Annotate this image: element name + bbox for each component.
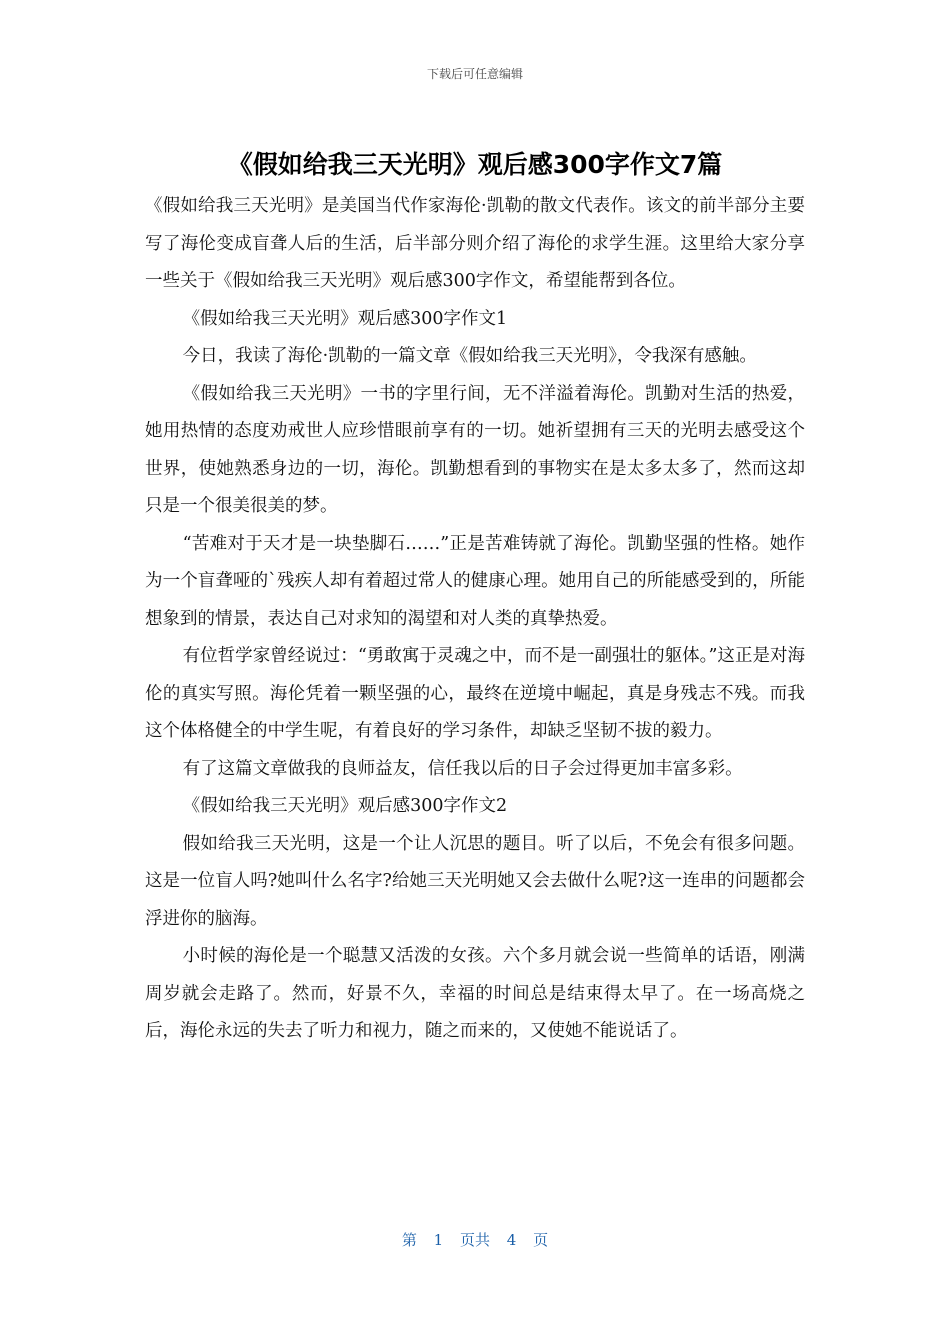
- page-footer: [0, 1230, 950, 1250]
- intro-paragraph: 《假如给我三天光明》是美国当代作家海伦·凯勒的散文代表作。该文的前半部分主要写了海伦变成盲聋人后的生活，后半部分则介绍了海伦的求学生涯。这里给大家分享一些关于《假如给我三天光明》观后感300字作文，希望能帮到各位。: [145, 196, 805, 291]
- footer-page-prefix: 第: [401, 1231, 417, 1249]
- body-paragraph: 有了这篇文章做我的良师益友，信任我以后的日子会过得更加丰富多彩。: [182, 758, 743, 779]
- document-title: 《假如给我三天光明》观后感300字作文7篇: [227, 150, 723, 179]
- body-paragraph: 有位哲学家曾经说过：“勇敢寓于灵魂之中，而不是一副强壮的躯体。”这正是对海伦的真实写照。海伦凭着一颗坚强的心，最终在逆境中崛起，真是身残志不残。而我这个体格健全的中学生呢，有着良好的学习条件，却缺乏坚韧不拔的毅力。: [145, 646, 805, 741]
- body-paragraph: 《假如给我三天光明》一书的字里行间，无不洋溢着海伦。凯勤对生活的热爱，她用热情的态度劝戒世人应珍惜眼前享有的一切。她祈望拥有三天的光明去感受这个世界，使她熟悉身边的一切，海伦。凯勤想看到的事物实在是太多太多了，然而这却只是一个很美很美的梦。: [145, 383, 805, 516]
- body-paragraph: 小时候的海伦是一个聪慧又活泼的女孩。六个多月就会说一些简单的话语，刚满周岁就会走路了。然而，好景不久，幸福的时间总是结束得太早了。在一场高烧之后，海伦永远的失去了听力和视力，随之而来的，又使她不能说话了。: [145, 946, 805, 1041]
- footer-page-middle: 页共: [459, 1231, 490, 1249]
- section-heading-2: 《假如给我三天光明》观后感300字作文2: [182, 796, 508, 816]
- body-paragraph: “苦难对于天才是一块垫脚石……”正是苦难铸就了海伦。凯勤坚强的性格。她作为一个盲聋哑的`残疾人却有着超过常人的健康心理。她用自己的所能感受到的，所能想象到的情景，表达自己对求知的渴望和对人类的真挚热爱。: [145, 533, 805, 629]
- body-paragraph: 假如给我三天光明，这是一个让人沉思的题目。听了以后，不免会有很多问题。这是一位盲人吗?她叫什么名字?给她三天光明她又会去做什么呢?这一连串的问题都会浮进你的脑海。: [145, 833, 805, 929]
- page-header: [0, 66, 950, 82]
- footer-page-suffix: 页: [533, 1231, 549, 1249]
- section-heading-1: 《假如给我三天光明》观后感300字作文1: [182, 308, 508, 329]
- footer-page-number: 1: [433, 1231, 444, 1249]
- document-body: [145, 188, 805, 1051]
- header-text: 下载后可任意编辑: [426, 67, 523, 81]
- footer-total-pages: 4: [506, 1231, 517, 1249]
- body-paragraph: 今日，我读了海伦·凯勒的一篇文章《假如给我三天光明》，令我深有感触。: [182, 346, 757, 366]
